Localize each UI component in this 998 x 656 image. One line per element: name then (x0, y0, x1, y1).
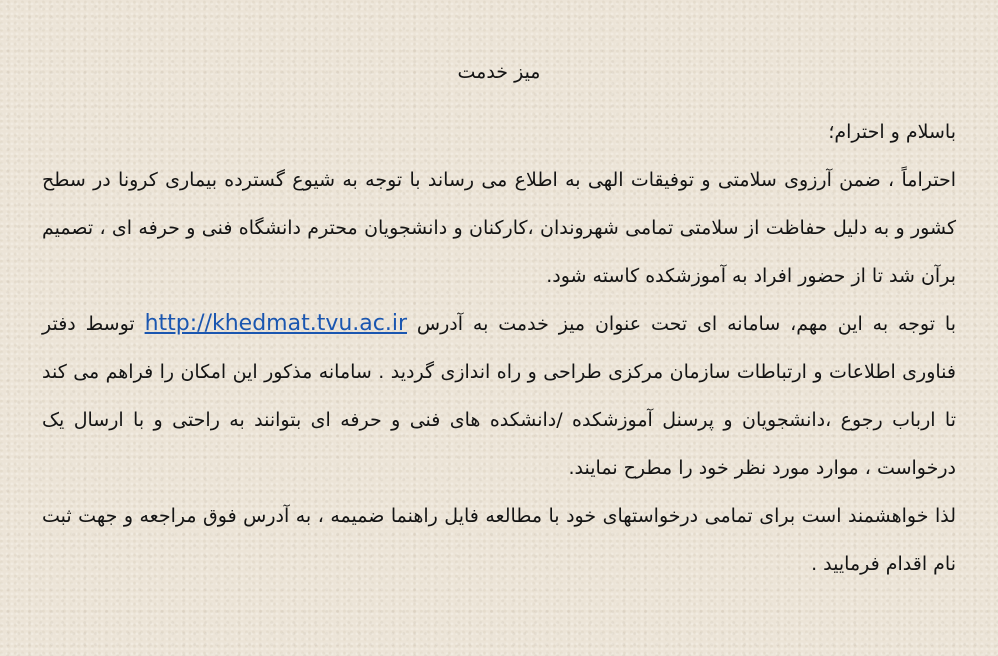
document-title: میز خدمت (457, 61, 541, 83)
greeting: باسلام و احترام؛ (828, 121, 956, 143)
paragraph-1: احتراماً ، ضمن آرزوی سلامتی و توفیقات الهی به اطلاع می رساند با توجه به شیوع گسترده بیماری کرونا در سطح کشور و به دلیل حفاظت از سلامتی تمامی شهروندان ،کارکنان و دانشجویان محترم دانشگاه فنی و حرفه ای ، تصمیم برآن شد تا از حضور افراد به آموزشکده کاسته شود. (42, 169, 956, 287)
paragraph-2-before-link: با توجه به این مهم، سامانه ای تحت عنوان میز خدمت به آدرس (416, 313, 956, 335)
khedmat-link[interactable]: http://khedmat.tvu.ac.ir (144, 311, 408, 336)
paragraph-2-after-link: توسط دفتر فناوری اطلاعات و ارتباطات سازمان مرکزی طراحی و راه اندازی گردید . سامانه مذکور این امکان را فراهم می کند تا ارباب رجوع ،دانشجویان و پرسنل آموزشکده /دانشکده های فنی و حرفه ای بتوانند به راحتی و با ارسال یک درخواست ، موارد مورد نظر خود را مطرح نمایند. (42, 313, 956, 479)
paragraph-3: لذا خواهشمند است برای تمامی درخواستهای خود با مطالعه فایل راهنما ضمیمه ، به آدرس فوق مراجعه و جهت ثبت نام اقدام فرمایید . (42, 505, 956, 575)
paragraph-2 (42, 300, 956, 492)
